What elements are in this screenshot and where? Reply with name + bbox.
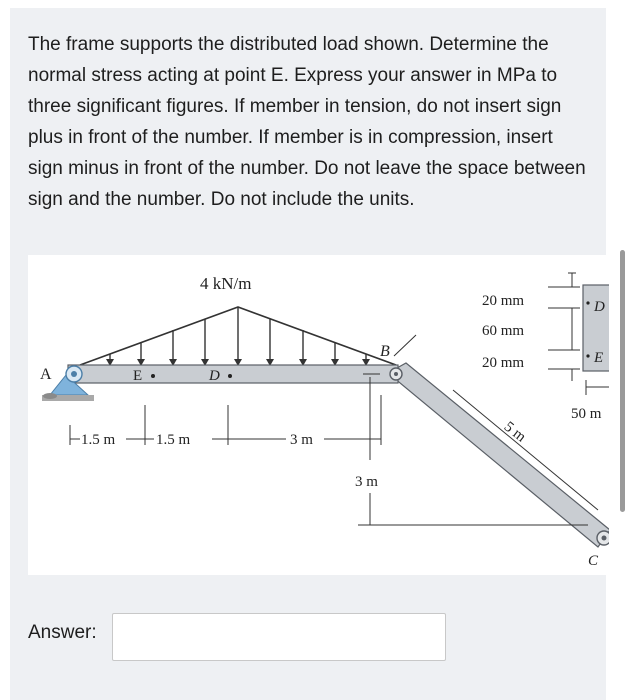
horizontal-dimensions <box>70 395 381 445</box>
frame-diagram <box>28 255 609 575</box>
dim-diagonal: 5 m <box>500 418 529 446</box>
dim-section-mid: 60 mm <box>482 323 525 339</box>
dim-seg2: 1.5 m <box>156 432 191 448</box>
answer-label: Answer: <box>28 622 97 643</box>
member-bc <box>388 363 609 547</box>
answer-input[interactable] <box>112 613 446 661</box>
dim-section-bottom: 20 mm <box>482 355 525 371</box>
scrollbar[interactable] <box>620 250 625 512</box>
dim-seg1: 1.5 m <box>81 432 116 448</box>
load-label: 4 kN/m <box>200 274 252 293</box>
dim-vertical: 3 m <box>355 474 378 490</box>
label-c: C <box>588 553 599 569</box>
beam-point-e: E <box>133 368 143 384</box>
dim-section-top: 20 mm <box>482 293 525 309</box>
frame-figure <box>28 255 609 575</box>
dim-section-width: 50 m <box>571 406 602 422</box>
dim-seg3: 3 m <box>290 432 313 448</box>
beam-point-d: D <box>209 368 220 384</box>
beam-ab <box>68 365 398 383</box>
label-d: D <box>594 299 605 315</box>
question-text: The frame supports the distributed load shown. Determine the normal stress acting at point E. Express your answer in MPa to three significant figures. If member in tension, do not insert sign plus in front of the number. If member is in compression, insert sign minus in front of the number. Do not leave the space between sign and the number. Do not include the units. <box>28 34 586 210</box>
label-b: B <box>380 343 390 360</box>
label-a: A <box>40 366 52 383</box>
label-e: E <box>594 350 604 366</box>
distributed-load <box>80 307 396 366</box>
cross-section <box>548 273 609 395</box>
